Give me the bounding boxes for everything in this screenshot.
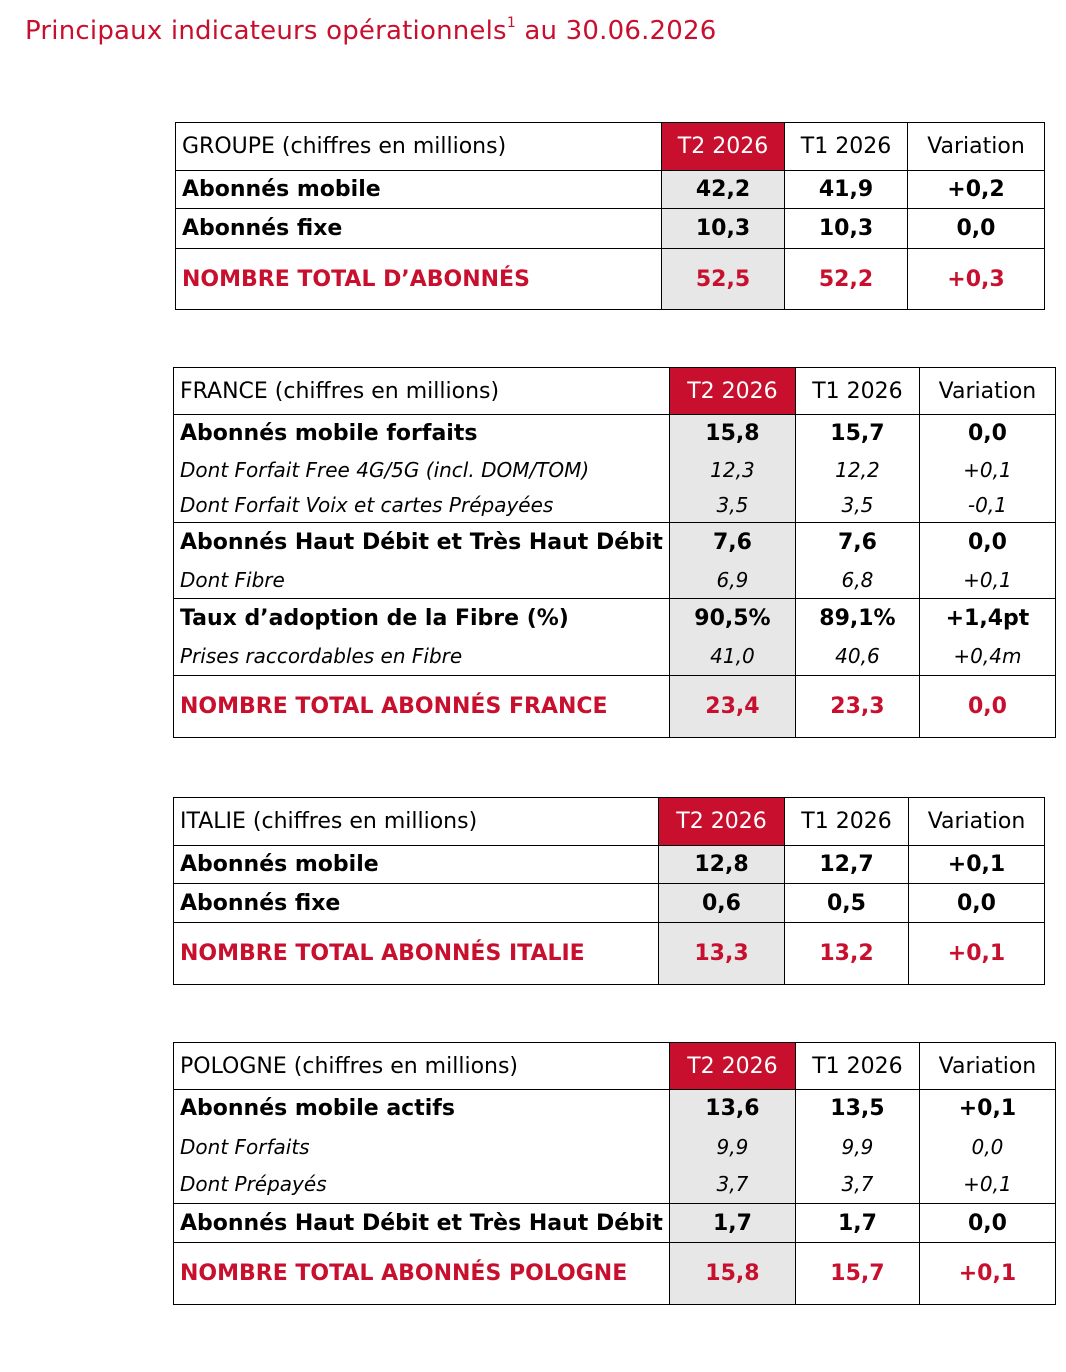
col-previous: T1 2026 bbox=[785, 798, 909, 846]
total-variation: +0,1 bbox=[919, 1243, 1055, 1305]
value-t1: 40,6 bbox=[795, 638, 919, 676]
total-row bbox=[174, 923, 1045, 985]
total-t1: 23,3 bbox=[795, 676, 919, 738]
col-variation: Variation bbox=[908, 123, 1045, 171]
table-row bbox=[174, 1204, 1056, 1243]
value-variation: 0,0 bbox=[919, 1128, 1055, 1166]
value-t2: 6,9 bbox=[669, 562, 795, 599]
table-row bbox=[174, 1128, 1056, 1166]
value-variation: -0,1 bbox=[919, 488, 1055, 523]
table-header-row bbox=[174, 368, 1056, 415]
value-t2: 7,6 bbox=[669, 523, 795, 562]
section-header: ITALIE (chiffres en millions) bbox=[174, 798, 659, 846]
total-label: NOMBRE TOTAL ABONNÉS ITALIE bbox=[174, 923, 659, 985]
row-label: Dont Forfaits bbox=[174, 1128, 670, 1166]
table-row bbox=[174, 884, 1045, 923]
table-header-row bbox=[174, 1043, 1056, 1090]
page-title: Principaux indicateurs opérationnels$^1$ au 30.06.2026 bbox=[25, 15, 717, 46]
table-row bbox=[174, 415, 1056, 453]
row-label: Abonnés fixe bbox=[174, 884, 659, 923]
value-variation: +0,2 bbox=[908, 171, 1045, 209]
section-header: FRANCE (chiffres en millions) bbox=[174, 368, 670, 415]
row-label: Dont Forfait Free 4G/5G (incl. DOM/TOM) bbox=[174, 453, 670, 488]
total-t2: 15,8 bbox=[669, 1243, 795, 1305]
value-variation: 0,0 bbox=[908, 209, 1045, 249]
value-t1: 12,2 bbox=[795, 453, 919, 488]
value-t2: 41,0 bbox=[669, 638, 795, 676]
col-variation: Variation bbox=[919, 1043, 1055, 1090]
row-label: Dont Forfait Voix et cartes Prépayées bbox=[174, 488, 670, 523]
value-t1: 13,5 bbox=[795, 1090, 919, 1128]
value-t1: 0,5 bbox=[785, 884, 909, 923]
italie-table bbox=[173, 797, 1045, 985]
value-variation: 0,0 bbox=[919, 1204, 1055, 1243]
table-row bbox=[174, 638, 1056, 676]
col-previous: T1 2026 bbox=[795, 1043, 919, 1090]
table-row bbox=[174, 453, 1056, 488]
row-label: Abonnés mobile forfaits bbox=[174, 415, 670, 453]
footnote-marker: 1 bbox=[506, 15, 516, 32]
value-t2: 3,7 bbox=[669, 1166, 795, 1204]
table-row bbox=[174, 488, 1056, 523]
total-label: NOMBRE TOTAL D’ABONNÉS bbox=[176, 249, 662, 310]
col-current: T2 2026 bbox=[669, 368, 795, 415]
table-row bbox=[176, 171, 1045, 209]
total-label: NOMBRE TOTAL ABONNÉS FRANCE bbox=[174, 676, 670, 738]
section-header: POLOGNE (chiffres en millions) bbox=[174, 1043, 670, 1090]
value-t2: 1,7 bbox=[669, 1204, 795, 1243]
row-label: Abonnés mobile bbox=[174, 846, 659, 884]
value-variation: +0,1 bbox=[919, 1166, 1055, 1204]
value-variation: 0,0 bbox=[909, 884, 1045, 923]
total-variation: +0,1 bbox=[909, 923, 1045, 985]
value-t1: 10,3 bbox=[785, 209, 908, 249]
total-variation: 0,0 bbox=[919, 676, 1055, 738]
value-t2: 13,6 bbox=[669, 1090, 795, 1128]
value-t1: 7,6 bbox=[795, 523, 919, 562]
table-row bbox=[176, 209, 1045, 249]
value-variation: +1,4pt bbox=[919, 599, 1055, 638]
value-t2: 9,9 bbox=[669, 1128, 795, 1166]
value-t2: 90,5% bbox=[669, 599, 795, 638]
total-t2: 13,3 bbox=[659, 923, 785, 985]
total-t1: 52,2 bbox=[785, 249, 908, 310]
table-header-row bbox=[174, 798, 1045, 846]
value-variation: +0,1 bbox=[919, 1090, 1055, 1128]
value-t2: 12,3 bbox=[669, 453, 795, 488]
col-current: T2 2026 bbox=[669, 1043, 795, 1090]
value-variation: +0,1 bbox=[909, 846, 1045, 884]
row-label: Abonnés mobile bbox=[176, 171, 662, 209]
value-variation: 0,0 bbox=[919, 415, 1055, 453]
value-t1: 3,5 bbox=[795, 488, 919, 523]
total-t2: 52,5 bbox=[662, 249, 785, 310]
col-current: T2 2026 bbox=[659, 798, 785, 846]
pologne-table bbox=[173, 1042, 1056, 1305]
col-current: T2 2026 bbox=[662, 123, 785, 171]
table-row bbox=[174, 1166, 1056, 1204]
value-t1: 6,8 bbox=[795, 562, 919, 599]
col-variation: Variation bbox=[919, 368, 1055, 415]
value-variation: +0,4m bbox=[919, 638, 1055, 676]
value-t2: 3,5 bbox=[669, 488, 795, 523]
total-t1: 13,2 bbox=[785, 923, 909, 985]
row-label: Abonnés Haut Débit et Très Haut Débit bbox=[174, 1204, 670, 1243]
total-variation: +0,3 bbox=[908, 249, 1045, 310]
total-row bbox=[176, 249, 1045, 310]
value-t1: 15,7 bbox=[795, 415, 919, 453]
total-t2: 23,4 bbox=[669, 676, 795, 738]
total-row bbox=[174, 1243, 1056, 1305]
row-label: Prises raccordables en Fibre bbox=[174, 638, 670, 676]
value-variation: 0,0 bbox=[919, 523, 1055, 562]
table-row bbox=[174, 523, 1056, 562]
row-label: Abonnés Haut Débit et Très Haut Débit bbox=[174, 523, 670, 562]
value-t1: 9,9 bbox=[795, 1128, 919, 1166]
col-previous: T1 2026 bbox=[795, 368, 919, 415]
total-t1: 15,7 bbox=[795, 1243, 919, 1305]
col-previous: T1 2026 bbox=[785, 123, 908, 171]
total-row bbox=[174, 676, 1056, 738]
value-t2: 0,6 bbox=[659, 884, 785, 923]
table-row bbox=[174, 562, 1056, 599]
value-variation: +0,1 bbox=[919, 562, 1055, 599]
table-header-row bbox=[176, 123, 1045, 171]
row-label: Dont Prépayés bbox=[174, 1166, 670, 1204]
value-t1: 3,7 bbox=[795, 1166, 919, 1204]
france-table bbox=[173, 367, 1056, 738]
value-t2: 42,2 bbox=[662, 171, 785, 209]
table-row bbox=[174, 846, 1045, 884]
groupe-table bbox=[175, 122, 1045, 310]
table-row bbox=[174, 599, 1056, 638]
value-t1: 89,1% bbox=[795, 599, 919, 638]
value-t1: 41,9 bbox=[785, 171, 908, 209]
row-label: Taux d’adoption de la Fibre (%) bbox=[174, 599, 670, 638]
value-t2: 15,8 bbox=[669, 415, 795, 453]
row-label: Abonnés fixe bbox=[176, 209, 662, 249]
section-header: GROUPE (chiffres en millions) bbox=[176, 123, 662, 171]
value-t2: 12,8 bbox=[659, 846, 785, 884]
total-label: NOMBRE TOTAL ABONNÉS POLOGNE bbox=[174, 1243, 670, 1305]
value-t1: 12,7 bbox=[785, 846, 909, 884]
row-label: Dont Fibre bbox=[174, 562, 670, 599]
row-label: Abonnés mobile actifs bbox=[174, 1090, 670, 1128]
value-t2: 10,3 bbox=[662, 209, 785, 249]
value-variation: +0,1 bbox=[919, 453, 1055, 488]
table-row bbox=[174, 1090, 1056, 1128]
value-t1: 1,7 bbox=[795, 1204, 919, 1243]
col-variation: Variation bbox=[909, 798, 1045, 846]
